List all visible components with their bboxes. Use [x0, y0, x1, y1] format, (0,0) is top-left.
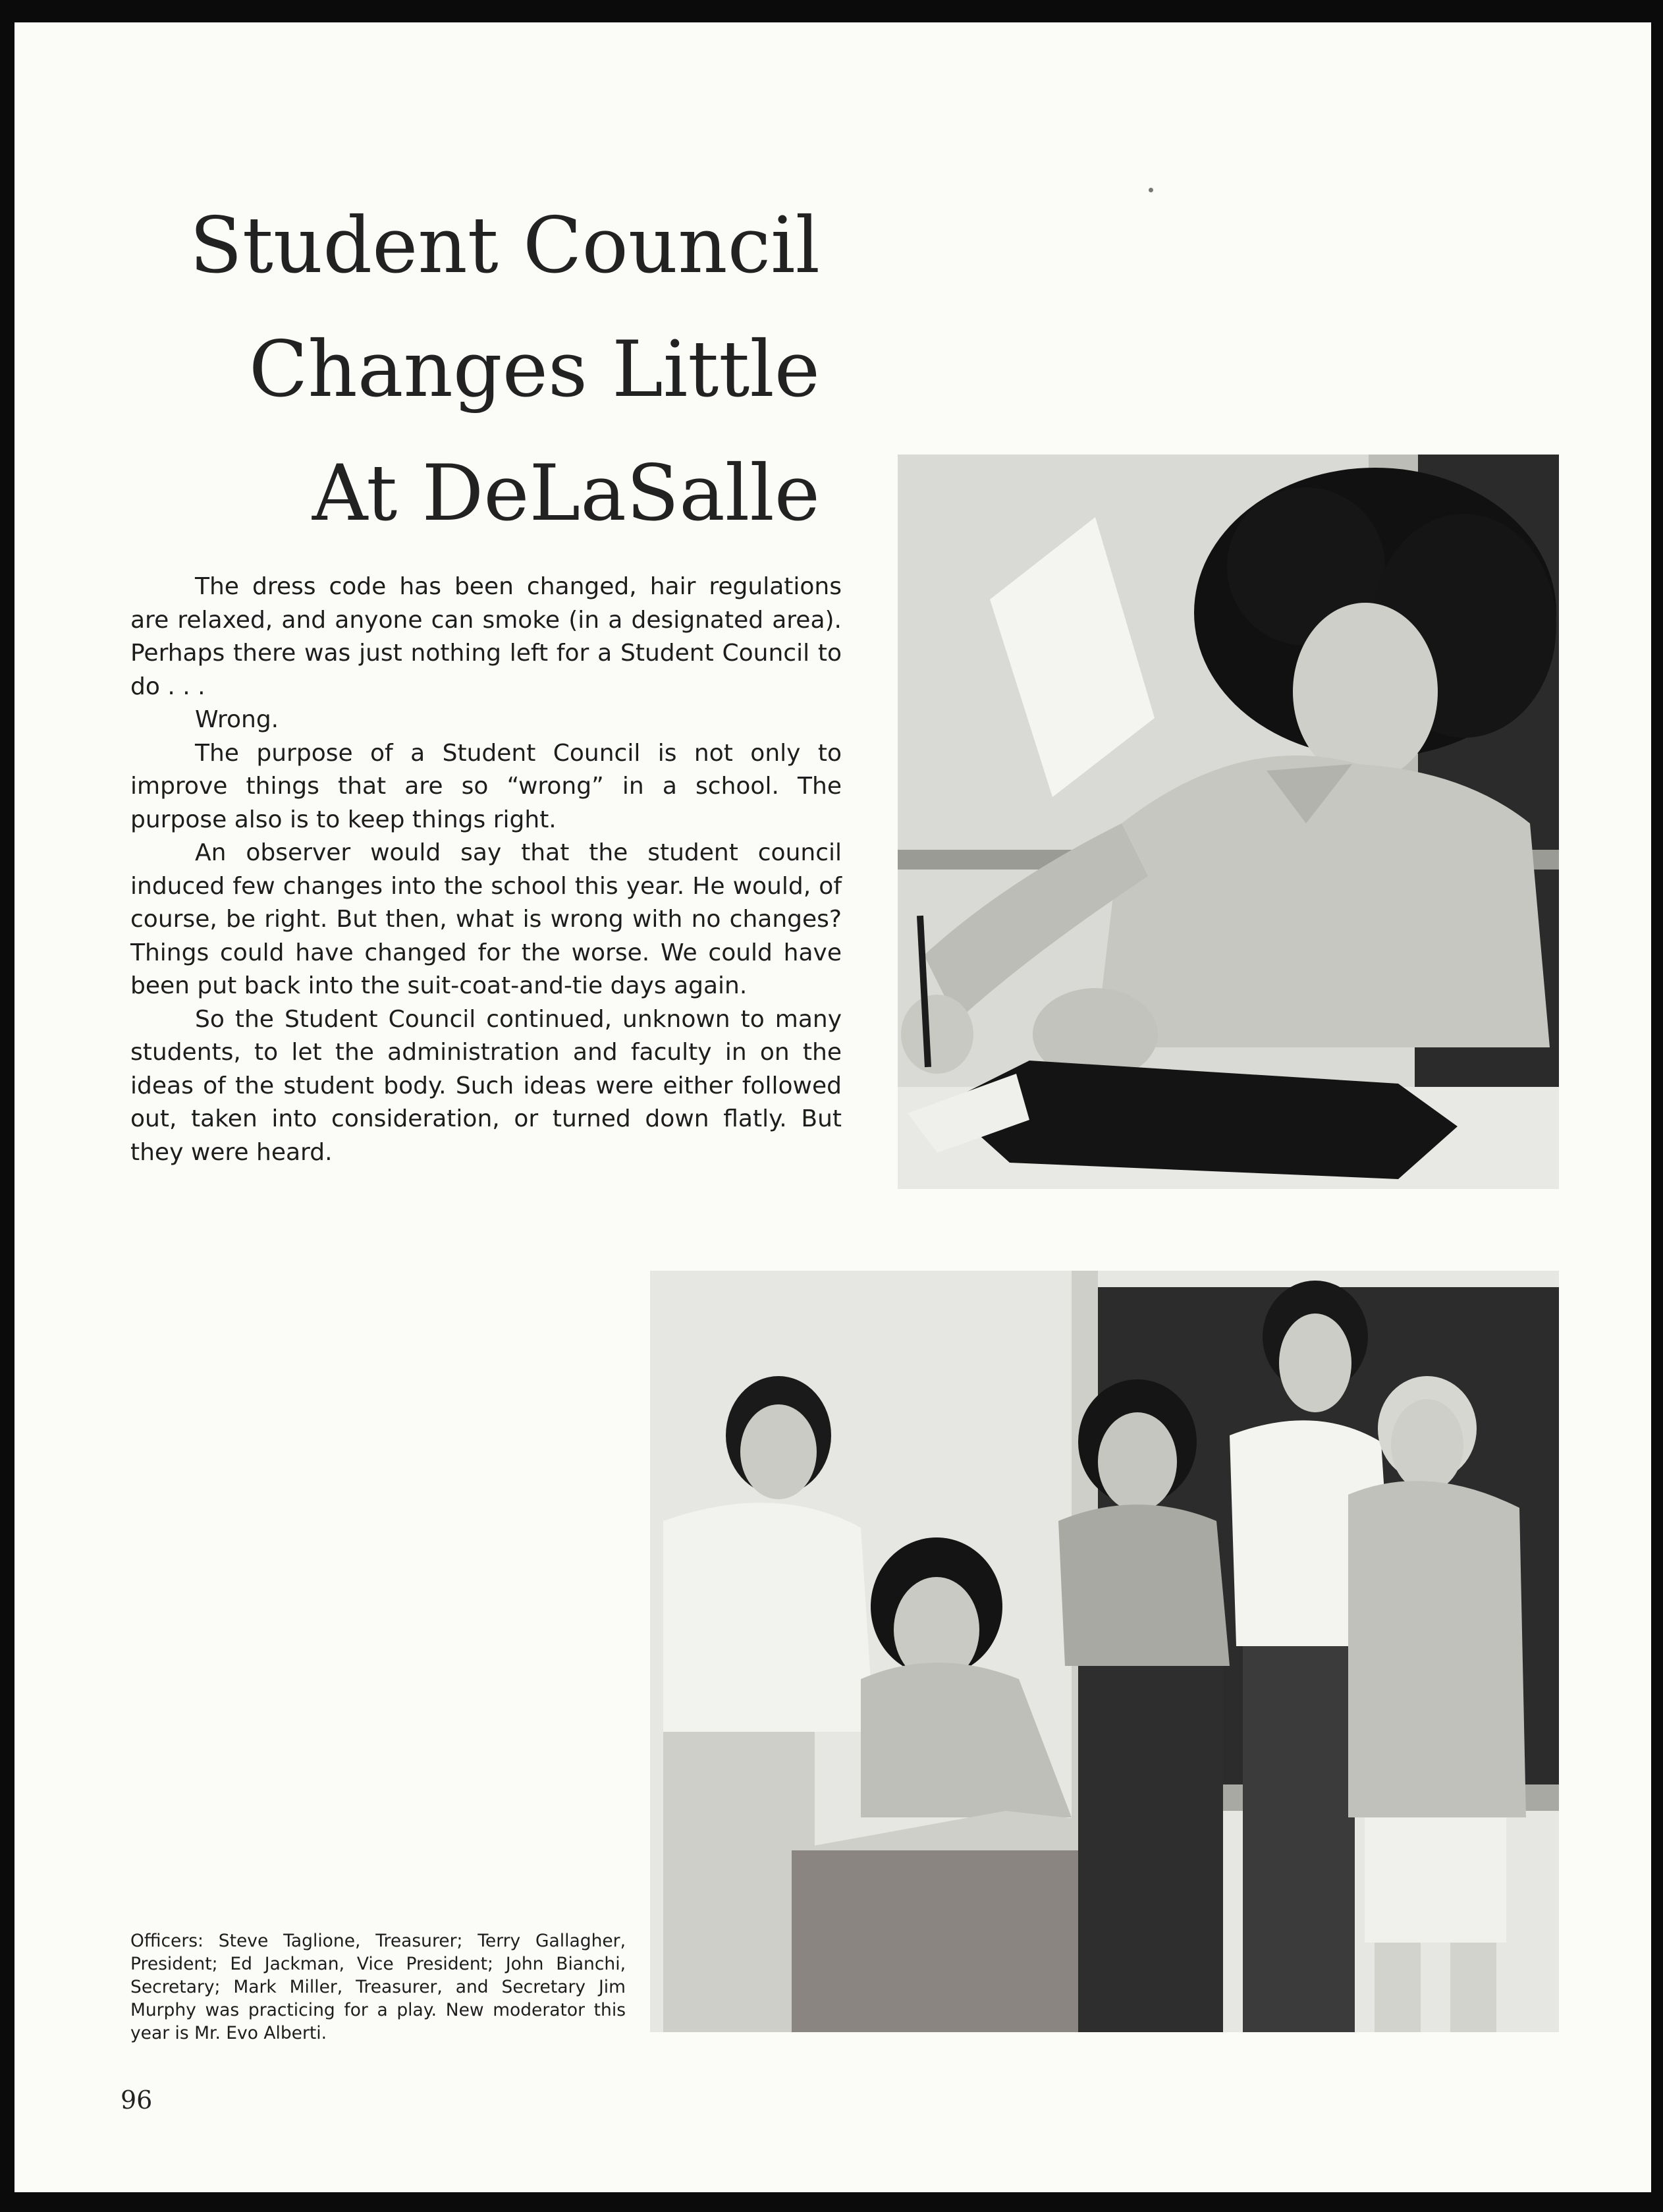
title-line-2: Changes Little — [248, 324, 820, 414]
print-speck — [1149, 188, 1153, 192]
article-body — [130, 570, 842, 1169]
photo-student-council-officers — [650, 1271, 1559, 2032]
title-line-1: Student Council — [189, 200, 820, 290]
photo-student-writing — [898, 455, 1559, 1189]
page-number: 96 — [121, 2086, 153, 2115]
paragraph-1: The dress code has been changed, hair regulations are relaxed, and anyone can smoke (in a designated area). Perhaps there was just nothing left for a Student Council to do . . . — [130, 573, 842, 700]
paragraph-3: The purpose of a Student Council is not only to improve things that are so “wrong” in a school. The purpose also is to keep things right. — [130, 739, 842, 833]
paragraph-2: Wrong. — [195, 706, 279, 733]
title-line-3: At DeLaSalle — [312, 448, 820, 538]
article-title — [190, 184, 820, 555]
paragraph-4: An observer would say that the student council induced few changes into the school this year. He would, of course, be right. But then, what is wrong with no changes? Things could have changed for the worse. We could have been put back into the suit-coat-and-tie days again. — [130, 839, 842, 999]
photo-caption: Officers: Steve Taglione, Treasurer; Terry Gallagher, President; Ed Jackman, Vice President; John Bianchi, Secretary; Mark Miller, Treasurer, and Secretary Jim Murphy was practicing for a play. New moderator this year is Mr. Evo Alberti. — [130, 1931, 626, 2043]
yearbook-page — [14, 22, 1651, 2192]
photo-officers-art — [650, 1271, 1559, 2032]
paragraph-5: So the Student Council continued, unknown to many students, to let the administration and faculty in on the ideas of the student body. Such ideas were either followed out, taken into consideration, or turned down flatly. But they were heard. — [130, 1005, 842, 1166]
photo-student-writing-art — [898, 455, 1559, 1189]
